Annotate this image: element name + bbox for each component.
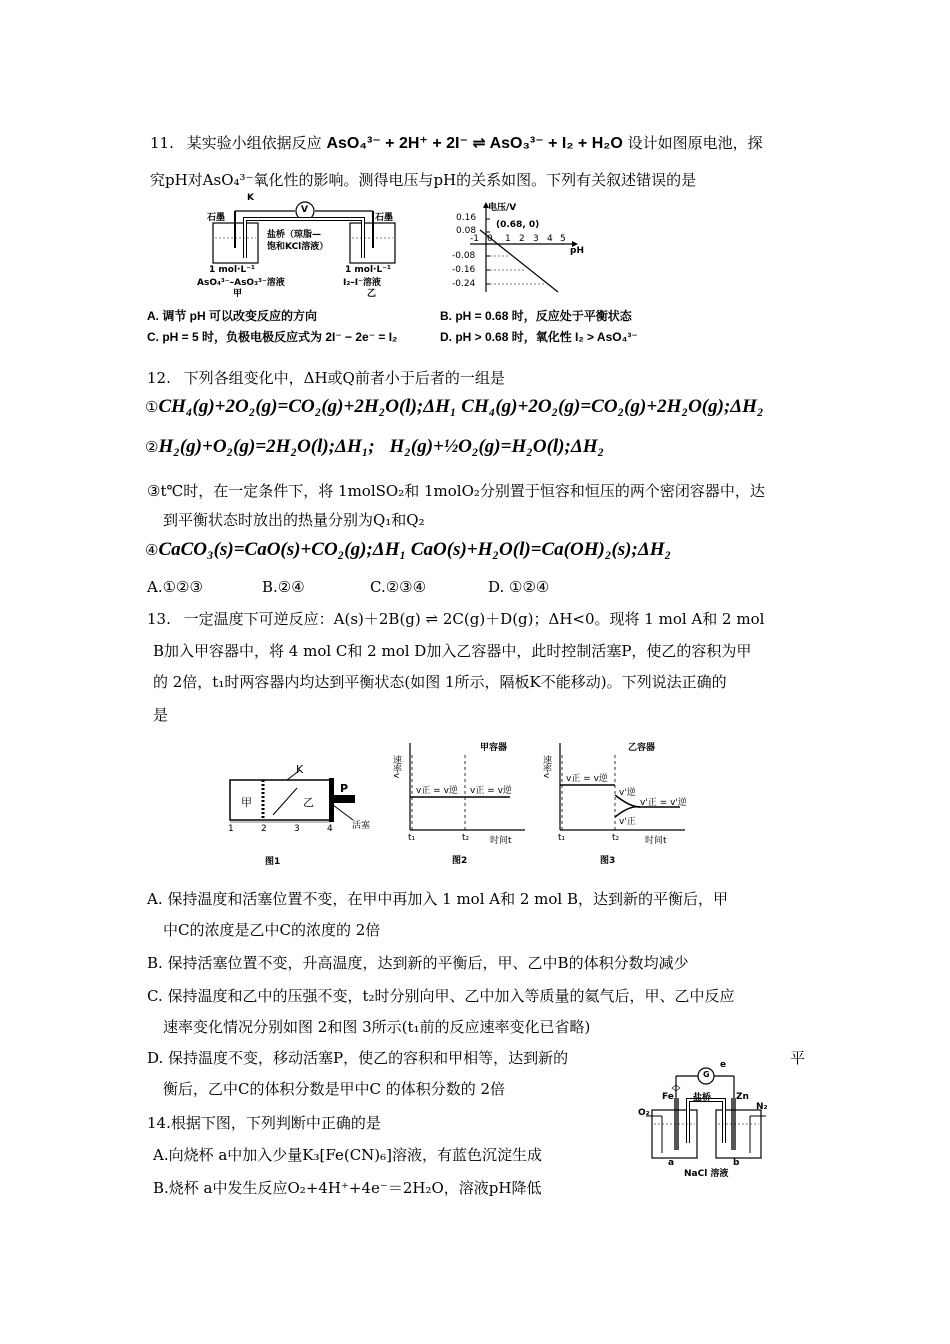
ytick-5: -0.24 xyxy=(452,279,476,289)
q12-item-1 xyxy=(145,397,764,417)
right-solution-conc: 1 mol·L⁻¹ xyxy=(345,265,391,275)
q13-option-d-line1-end: 平 xyxy=(790,1049,806,1067)
salt-bridge-label: 盐桥 xyxy=(693,1093,712,1103)
q13-option-b[interactable]: B. 保持活塞位置不变，升高温度，达到新的平衡后，甲、乙中B的体积分数均减少 xyxy=(147,954,689,972)
q11-cell-figure xyxy=(195,193,420,298)
fig3-t1: t₁ xyxy=(558,833,566,843)
nacl-label: NaCl 溶液 xyxy=(684,1169,729,1179)
q11-stem-post: 设计如图原电池，探 xyxy=(627,134,763,152)
q13-option-a-line2: 中C的浓度是乙中C的浓度的 2倍 xyxy=(163,921,381,939)
ytick-1: 0.16 xyxy=(456,213,477,223)
q11-option-c[interactable]: C. pH = 5 时，负极电极反应式为 2I⁻ − 2e⁻ = I₂ xyxy=(147,330,398,344)
fig1-tick-2: 2 xyxy=(261,824,267,834)
fig2-eq-before: v正 = v逆 xyxy=(416,786,458,796)
q13-option-c-line1[interactable]: C. 保持温度和乙中的压强不变，t₂时分别向甲、乙中加入等质量的氦气后，甲、乙中反应 xyxy=(147,987,735,1005)
fig1-piston-label: 活塞 xyxy=(352,821,371,831)
q13-figure-1 xyxy=(225,760,390,870)
q11-line2: 究pH对AsO₄³⁻氧化性的影响。测得电压与pH的关系如图。下列有关叙述错误的是 xyxy=(150,171,697,189)
xtick-4: 2 xyxy=(519,234,525,244)
item-2-equation-a: H₂(g)+O₂(g)=2H₂O(l);ΔH₁; xyxy=(158,436,375,457)
q11-option-a[interactable]: A. 调节 pH 可以改变反应的方向 xyxy=(147,309,317,323)
fig1-tick-3: 3 xyxy=(294,824,300,834)
item-4-equations: CaCO₃(s)=CaO(s)+CO₂(g);ΔH₁ CaO(s)+H₂O(l)=Ca(OH)₂(s);ΔH₂ xyxy=(158,539,672,560)
zn-electrode-label: Zn xyxy=(736,1092,749,1102)
q13-line2: B加入甲容器中，将 4 mol C和 2 mol D加入乙容器中，此时控制活塞P，使乙的容积为甲 xyxy=(153,642,752,660)
q14-stem-line xyxy=(147,1113,381,1133)
item-4-mark: ④ xyxy=(145,541,159,559)
q13-line1 xyxy=(147,609,764,629)
fig2-t1: t₁ xyxy=(408,833,416,843)
ytick-4: -0.16 xyxy=(452,265,476,275)
fig1-k-label: K xyxy=(296,763,304,776)
q13-line3: 的 2倍，t₁时两容器内均达到平衡状态(如图 1所示，隔板K不能移动)。下列说法正确的 xyxy=(153,673,727,691)
graph-point-label: (0.68, 0) xyxy=(496,220,540,230)
galvanometer-label: G xyxy=(703,1070,710,1079)
xtick-6: 4 xyxy=(547,234,553,244)
q14-option-a[interactable]: A.向烧杯 a中加入少量K₃[Fe(CN)₆]溶液，有蓝色沉淀生成 xyxy=(153,1146,543,1164)
fig3-eq-before: v正 = v逆 xyxy=(566,774,608,784)
xtick-7: 5 xyxy=(560,234,566,244)
fig1-p-label: P xyxy=(340,782,349,795)
q13-option-c-line2: 速率变化情况分别如图 2和图 3所示(t₁前的反应速率变化已省略) xyxy=(163,1018,591,1036)
fig1-caption: 图1 xyxy=(265,857,281,867)
q12-item-2 xyxy=(145,437,604,457)
q13-figure-3 xyxy=(540,735,690,870)
fig2-eq-after: v正 = v逆 xyxy=(470,786,512,796)
fig3-t2: t₂ xyxy=(612,833,620,843)
q12-option-a[interactable]: A.①②③ xyxy=(147,578,203,596)
fig3-x-label: 时间t xyxy=(645,836,667,846)
q11-equation: AsO₄³⁻ + 2H⁺ + 2I⁻ ⇌ AsO₃³⁻ + I₂ + H₂O xyxy=(326,135,623,152)
right-electrode-label: 石墨 xyxy=(375,213,394,223)
fig2-caption: 图2 xyxy=(452,856,468,866)
right-cell-name: 乙 xyxy=(367,289,377,299)
fig1-tick-4: 4 xyxy=(327,824,333,834)
xtick-5: 3 xyxy=(533,234,539,244)
n2-label: N₂ xyxy=(756,1102,768,1112)
xtick-1: -1 xyxy=(470,234,479,244)
q13-line4: 是 xyxy=(153,706,169,724)
fig2-y-label: 速率v xyxy=(391,755,401,779)
right-solution-name: I₂–I⁻溶液 xyxy=(343,278,381,288)
q11-voltage-graph xyxy=(450,200,585,295)
item-2-mark: ② xyxy=(145,438,159,456)
fig1-jia-label: 甲 xyxy=(241,796,252,809)
fig2-x-label: 时间t xyxy=(490,836,512,846)
q11-line1 xyxy=(150,133,763,154)
q12-item-4 xyxy=(145,540,671,560)
q13-line1-text: 一定温度下可逆反应：A(s)＋2B(g) ⇌ 2C(g)＋D(g)；ΔH<0。现将 1 mol A和 2 mol xyxy=(183,610,765,628)
left-solution-conc: 1 mol·L⁻¹ xyxy=(209,265,255,275)
q12-stem-line xyxy=(147,368,505,388)
q13-option-d-line2: 衡后，乙中C的体积分数是甲中C 的体积分数的 2倍 xyxy=(163,1080,506,1098)
ytick-3: -0.08 xyxy=(452,251,476,261)
o2-label: O₂ xyxy=(638,1108,650,1118)
item-1-equations: CH₄(g)+2O₂(g)=CO₂(g)+2H₂O(l);ΔH₁ CH₄(g)+2O₂(g)=CO₂(g)+2H₂O(g);ΔH₂ xyxy=(158,396,764,417)
ytick-2: 0.08 xyxy=(456,226,477,236)
fig3-v-reverse: v'逆 xyxy=(619,788,636,798)
q12-number: 12. xyxy=(147,369,171,387)
salt-bridge-label-1: 盐桥（琼脂— xyxy=(267,230,322,240)
item-2-equation-b: H₂(g)+½O₂(g)=H₂O(l);ΔH₂ xyxy=(389,436,605,457)
q12-option-d[interactable]: D. ①②④ xyxy=(488,578,550,596)
salt-bridge-label-2: 饱和KCl溶液） xyxy=(267,242,329,252)
q14-cell-figure xyxy=(638,1058,773,1178)
q12-item-3-line1: ③t℃时，在一定条件下，将 1molSO₂和 1molO₂分别置于恒容和恒压的两个密闭容器中，达 xyxy=(147,482,765,500)
left-cell-name: 甲 xyxy=(233,289,243,299)
q12-item-3-line2: 到平衡状态时放出的热量分别为Q₁和Q₂ xyxy=(163,511,425,529)
xtick-2: 0 xyxy=(487,234,493,244)
q11-option-d[interactable]: D. pH > 0.68 时，氧化性 I₂ > AsO₄³⁻ xyxy=(440,330,638,344)
fig3-caption: 图3 xyxy=(600,856,616,866)
graph-x-label: pH xyxy=(570,246,584,256)
beaker-b-label: b xyxy=(733,1158,740,1168)
beaker-a-label: a xyxy=(668,1158,675,1168)
voltmeter-label: V xyxy=(301,205,308,215)
q14-stem: 根据下图，下列判断中正确的是 xyxy=(170,1114,381,1132)
fig1-tick-1: 1 xyxy=(228,824,234,834)
electron-label: e xyxy=(720,1060,727,1070)
fig3-y-label: 速率v xyxy=(541,755,551,779)
q13-option-d-line1[interactable]: D. 保持温度不变，移动活塞P，使乙的容积和甲相等，达到新的 xyxy=(147,1049,569,1067)
left-solution-name: AsO₄³⁻–AsO₃³⁻溶液 xyxy=(197,278,285,288)
fig3-title: 乙容器 xyxy=(628,743,656,753)
left-electrode-label: 石墨 xyxy=(207,213,226,223)
switch-k-label: K xyxy=(247,193,254,203)
item-1-mark: ① xyxy=(145,398,159,416)
q13-number: 13. xyxy=(147,610,171,628)
xtick-3: 1 xyxy=(505,234,511,244)
fig2-title: 甲容器 xyxy=(480,743,508,753)
fig1-yi-label: 乙 xyxy=(303,796,314,809)
q13-option-a-line1[interactable]: A. 保持温度和活塞位置不变，在甲中再加入 1 mol A和 2 mol B，达到新的平衡后，甲 xyxy=(147,890,729,908)
q11-number: 11. xyxy=(150,134,174,152)
q11-stem-pre: 某实验小组依据反应 xyxy=(186,134,322,152)
graph-y-label: 电压/V xyxy=(488,203,517,213)
fig2-t2: t₂ xyxy=(462,833,470,843)
q14-option-b[interactable]: B.烧杯 a中发生反应O₂+4H⁺+4e⁻＝2H₂O，溶液pH降低 xyxy=(153,1179,542,1197)
q12-stem: 下列各组变化中，ΔH或Q前者小于后者的一组是 xyxy=(183,369,505,387)
fig3-eq-after: v'正 = v'逆 xyxy=(640,798,687,808)
q13-figure-2 xyxy=(390,735,530,870)
q14-number: 14. xyxy=(147,1114,171,1132)
fig3-v-forward: v'正 xyxy=(619,817,636,827)
q12-option-c[interactable]: C.②③④ xyxy=(370,578,427,596)
fe-electrode-label: Fe xyxy=(662,1092,674,1102)
q11-option-b[interactable]: B. pH = 0.68 时，反应处于平衡状态 xyxy=(440,309,632,323)
q12-option-b[interactable]: B.②④ xyxy=(262,578,305,596)
